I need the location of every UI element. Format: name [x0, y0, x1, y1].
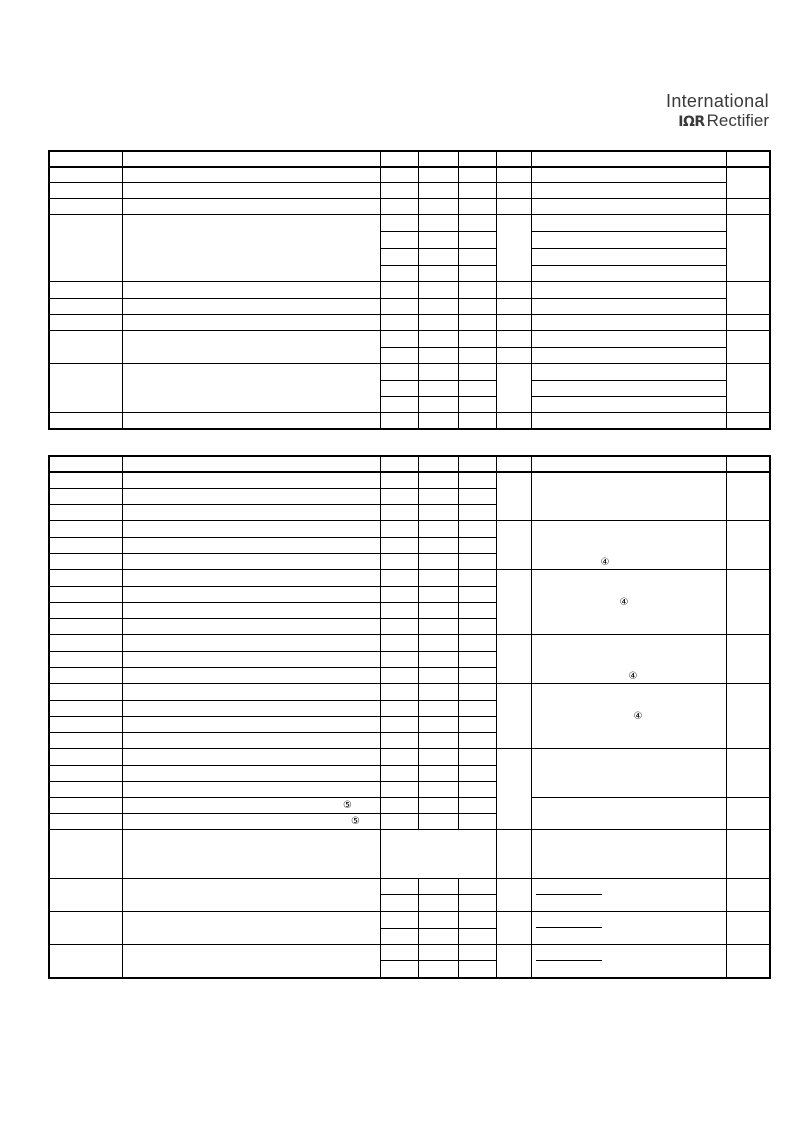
- upper-spec-table: [49, 151, 770, 429]
- footnote-mark-5: ⑤: [351, 816, 360, 827]
- table-row: [50, 945, 770, 961]
- table-row: [50, 570, 770, 587]
- table-header-row: [50, 152, 770, 167]
- brand-line-rectifier: Rectifier: [706, 111, 769, 130]
- lower-spec-table: [49, 456, 770, 978]
- footnote-mark-4: ④: [600, 557, 610, 568]
- footnote-mark-4: ④: [619, 596, 629, 608]
- table-row: [50, 472, 770, 489]
- table-row: [50, 167, 770, 183]
- table-row: [50, 299, 770, 315]
- table-row: [50, 521, 770, 538]
- table-row: [50, 364, 770, 381]
- table-row: [50, 749, 770, 766]
- table-row: [50, 215, 770, 232]
- footnote-mark-5: ⑤: [343, 800, 352, 811]
- table-row: [50, 199, 770, 215]
- table-header-row: [50, 457, 770, 472]
- ior-logo-mark: IΩR: [678, 114, 705, 130]
- company-logo: [666, 92, 769, 129]
- table-row: [50, 183, 770, 199]
- brand-line-international: International: [666, 91, 769, 111]
- condition-rule: [536, 912, 602, 928]
- table-row: [50, 912, 770, 929]
- table-row: [50, 413, 770, 429]
- table-row: [50, 282, 770, 299]
- footnote-mark-4: ④: [628, 671, 638, 682]
- condition-rule: [536, 879, 602, 895]
- table-row: [50, 331, 770, 348]
- table-row: [50, 830, 770, 879]
- footnote-mark-4: ④: [633, 710, 643, 722]
- table-row: [50, 684, 770, 701]
- condition-rule: [536, 945, 602, 961]
- table-row: [50, 635, 770, 652]
- table-row: [50, 798, 770, 814]
- table-row: [50, 315, 770, 331]
- table-row: [50, 879, 770, 895]
